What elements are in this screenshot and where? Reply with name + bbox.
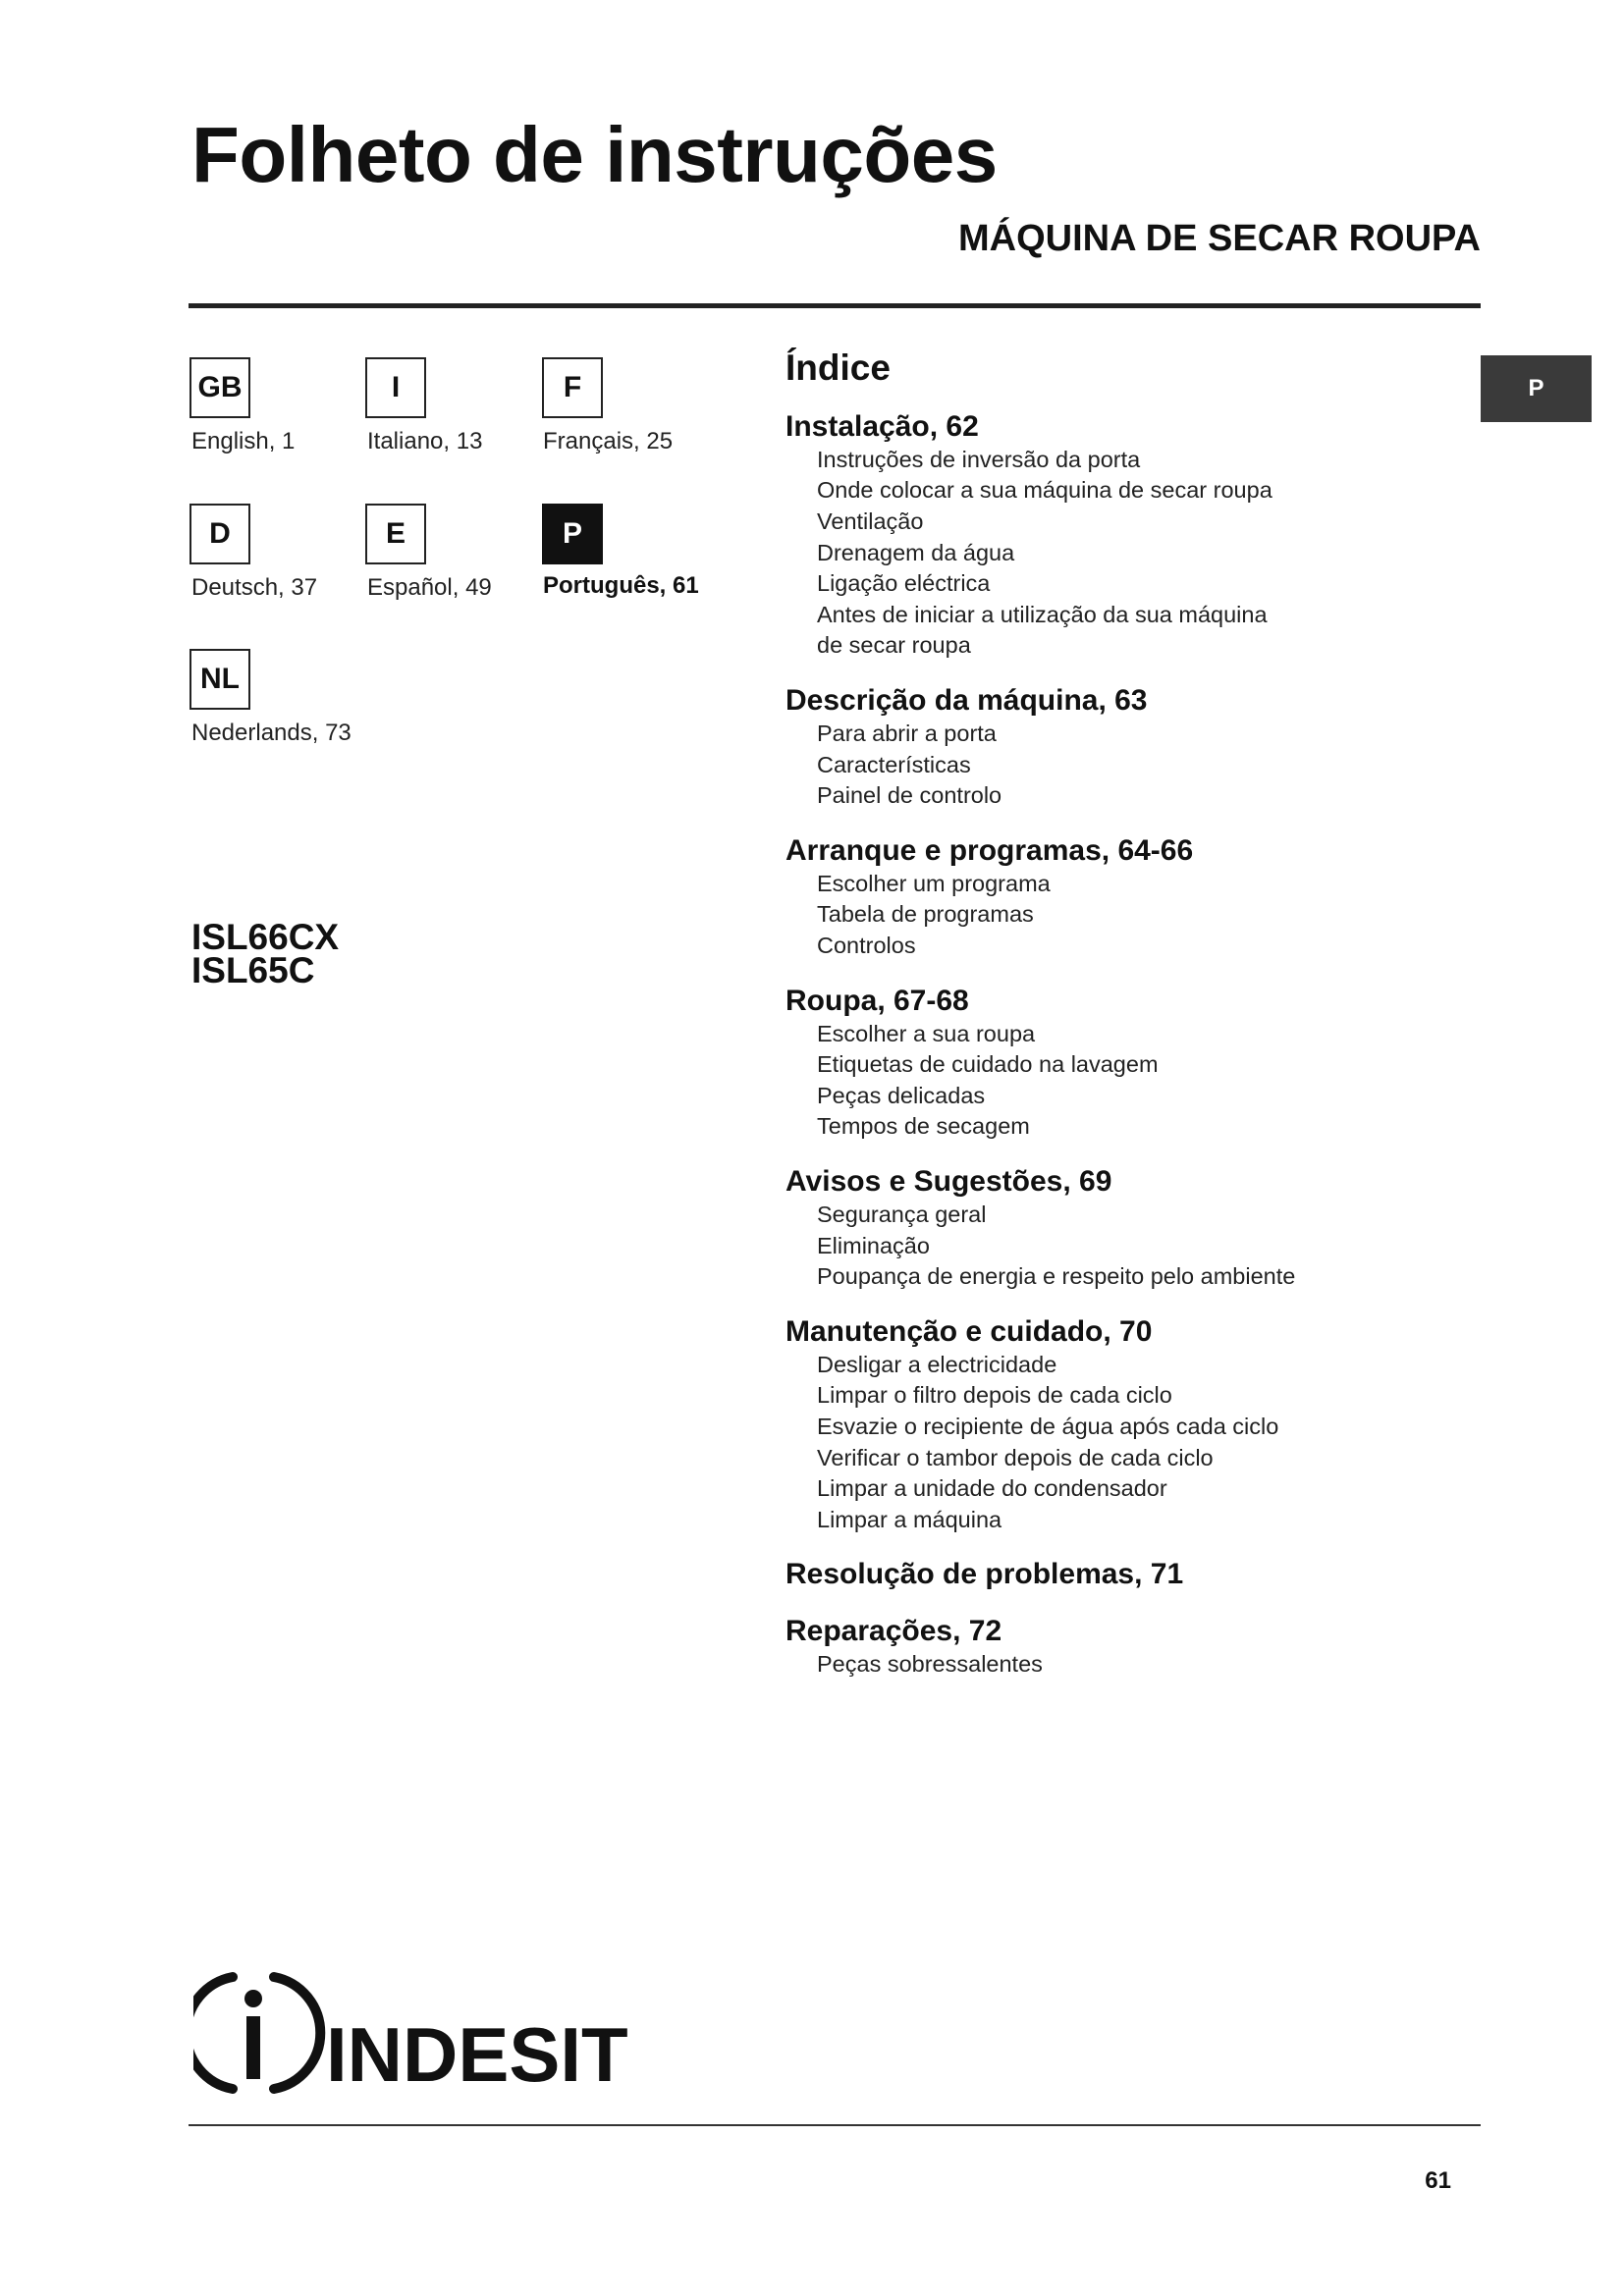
lang-code: P bbox=[562, 517, 582, 550]
toc-section bbox=[785, 1314, 1473, 1536]
toc-section-heading[interactable]: Reparações, 72 bbox=[785, 1615, 1002, 1648]
lang-code: F bbox=[563, 371, 582, 403]
lang-label-d: Deutsch, 37 bbox=[191, 574, 318, 601]
toc-item: Verificar o tambor depois de cada ciclo bbox=[817, 1444, 1214, 1470]
lang-code: I bbox=[391, 371, 401, 403]
toc-item-list bbox=[785, 445, 1473, 662]
toc-item: Limpar a máquina bbox=[817, 1506, 1002, 1532]
lang-box-d[interactable] bbox=[189, 504, 250, 564]
toc-item-list bbox=[785, 1200, 1473, 1293]
indesit-logo bbox=[193, 1969, 635, 2097]
toc-item: Painel de controlo bbox=[817, 782, 1002, 809]
model-name: ISL66CX bbox=[191, 917, 340, 957]
lang-box-f[interactable] bbox=[542, 357, 603, 418]
toc-item: Drenagem da água bbox=[817, 539, 1015, 565]
toc-section bbox=[785, 833, 1473, 962]
page-subtitle: MÁQUINA DE SECAR ROUPA bbox=[957, 218, 1481, 259]
toc-item-list bbox=[785, 719, 1473, 812]
lang-code: E bbox=[385, 517, 406, 550]
toc-section-heading[interactable]: Descrição da máquina, 63 bbox=[785, 684, 1148, 717]
toc-item: Desligar a electricidade bbox=[817, 1351, 1057, 1377]
toc-item: Limpar o filtro depois de cada ciclo bbox=[817, 1382, 1172, 1409]
toc-item: Tempos de secagem bbox=[817, 1113, 1030, 1140]
toc-item: Peças sobressalentes bbox=[817, 1651, 1043, 1678]
lang-code: GB bbox=[197, 371, 243, 403]
toc-item: Eliminação bbox=[817, 1232, 930, 1258]
toc-section bbox=[785, 984, 1473, 1143]
toc-section-heading[interactable]: Instalação, 62 bbox=[785, 409, 979, 443]
toc-title: Índice bbox=[785, 347, 891, 388]
toc-item-list bbox=[785, 1019, 1473, 1143]
toc-item-list bbox=[785, 869, 1473, 962]
toc-item: de secar roupa bbox=[817, 632, 971, 659]
toc-section-heading[interactable]: Manutenção e cuidado, 70 bbox=[785, 1314, 1153, 1348]
toc-item: Antes de iniciar a utilização da sua máquina bbox=[817, 601, 1268, 627]
toc-item-list bbox=[785, 1350, 1473, 1536]
toc-item: Para abrir a porta bbox=[817, 721, 997, 746]
toc-item: Escolher um programa bbox=[817, 870, 1051, 896]
bottom-divider bbox=[189, 2124, 1481, 2126]
toc-section bbox=[785, 1164, 1473, 1293]
model-list bbox=[191, 917, 340, 990]
toc-item: Esvazie o recipiente de água após cada ciclo bbox=[817, 1413, 1279, 1439]
table-of-contents bbox=[785, 349, 1473, 1702]
toc-item: Ventilação bbox=[817, 508, 924, 535]
page-number: 61 bbox=[1425, 2167, 1451, 2194]
lang-label-gb: English, 1 bbox=[191, 428, 296, 454]
lang-box-gb[interactable] bbox=[189, 357, 250, 418]
lang-label-e: Español, 49 bbox=[367, 574, 492, 601]
toc-section-heading[interactable]: Roupa, 67-68 bbox=[785, 984, 969, 1017]
model-name: ISL65C bbox=[191, 950, 315, 990]
toc-section bbox=[785, 683, 1473, 812]
lang-box-e[interactable] bbox=[365, 504, 426, 564]
toc-section-heading[interactable]: Arranque e programas, 64-66 bbox=[785, 833, 1194, 867]
lang-code: NL bbox=[200, 663, 240, 695]
lang-box-nl[interactable] bbox=[189, 649, 250, 710]
toc-item: Onde colocar a sua máquina de secar roupa bbox=[817, 477, 1272, 504]
toc-item: Peças delicadas bbox=[817, 1082, 986, 1108]
top-divider bbox=[189, 303, 1481, 308]
lang-label-i: Italiano, 13 bbox=[367, 428, 483, 454]
toc-item: Segurança geral bbox=[817, 1201, 987, 1227]
toc-section-heading[interactable]: Resolução de problemas, 71 bbox=[785, 1558, 1184, 1591]
lang-label-p: Português, 61 bbox=[543, 572, 699, 599]
toc-item: Escolher a sua roupa bbox=[817, 1020, 1036, 1046]
lang-code: D bbox=[209, 517, 231, 550]
lang-label-nl: Nederlands, 73 bbox=[191, 720, 352, 746]
toc-item: Controlos bbox=[817, 932, 916, 958]
lang-label-f: Français, 25 bbox=[543, 428, 674, 454]
toc-section bbox=[785, 409, 1473, 662]
toc-section-heading[interactable]: Avisos e Sugestões, 69 bbox=[785, 1164, 1112, 1198]
toc-item-list bbox=[785, 1649, 1473, 1681]
indesit-logo-icon bbox=[193, 1969, 635, 2097]
toc-item: Etiquetas de cuidado na lavagem bbox=[817, 1051, 1159, 1078]
language-tab: P bbox=[1481, 355, 1592, 422]
logo-wordmark: INDESIT bbox=[326, 2011, 628, 2097]
lang-box-p[interactable] bbox=[542, 504, 603, 564]
toc-item: Tabela de programas bbox=[817, 901, 1034, 928]
toc-item: Ligação eléctrica bbox=[817, 570, 991, 597]
page-title: Folheto de instruções bbox=[191, 111, 998, 198]
toc-item: Poupança de energia e respeito pelo ambiente bbox=[817, 1263, 1296, 1290]
toc-item: Características bbox=[817, 751, 971, 777]
toc-section bbox=[785, 1614, 1473, 1681]
toc-section bbox=[785, 1557, 1473, 1592]
toc-item: Instruções de inversão da porta bbox=[817, 446, 1141, 472]
lang-box-i[interactable] bbox=[365, 357, 426, 418]
toc-item: Limpar a unidade do condensador bbox=[817, 1475, 1167, 1502]
